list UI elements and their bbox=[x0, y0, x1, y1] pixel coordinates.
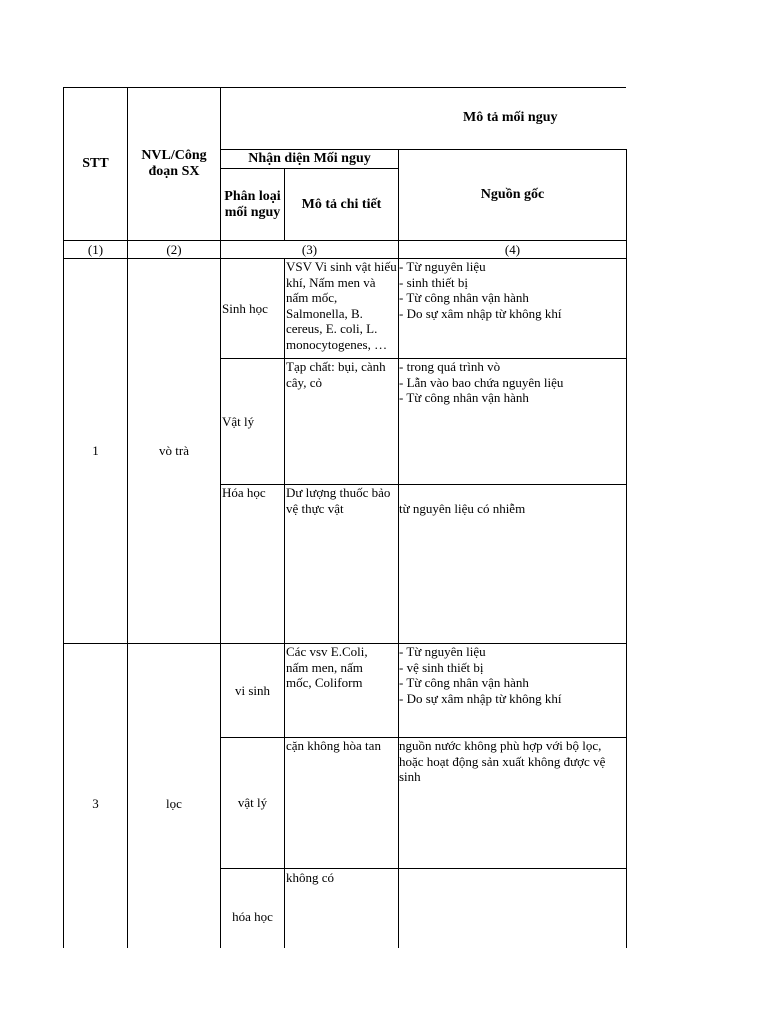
hazard-origin: - trong quá trình vò - Lẫn vào bao chứa nguyên liệu - Từ công nhân vận hành bbox=[399, 359, 564, 405]
hazard-type: Hóa học bbox=[222, 485, 266, 500]
hazard-type: vi sinh bbox=[234, 682, 271, 698]
header-nvl-cong-doan: NVL/Công đoạn SX bbox=[141, 148, 207, 179]
row-stt: 3 bbox=[92, 796, 99, 812]
hazard-type: hóa học bbox=[232, 908, 273, 924]
grid-line bbox=[626, 149, 627, 948]
header-nhan-dien: Nhận diện Mối nguy bbox=[248, 151, 371, 166]
numbering-col-3: (3) bbox=[301, 241, 318, 257]
header-mo-ta-chi-tiet: Mô tả chi tiết bbox=[301, 196, 382, 212]
hazard-detail: không có bbox=[286, 870, 335, 885]
header-mo-ta-moi-nguy: Mô tả mối nguy bbox=[463, 110, 558, 125]
hazard-detail: Dư lượng thuốc bảo vệ thực vật bbox=[286, 485, 391, 516]
hazard-type: Vật lý bbox=[222, 413, 255, 429]
row-step: lọc bbox=[166, 796, 182, 812]
numbering-col-4: (4) bbox=[504, 241, 521, 257]
hazard-origin: - Từ nguyên liệu - sinh thiết bị - Từ công nhân vận hành - Do sự xâm nhập từ không khí bbox=[399, 259, 562, 321]
hazard-type: Sinh học bbox=[222, 300, 268, 316]
numbering-col-2: (2) bbox=[166, 241, 182, 257]
row-step: vò trà bbox=[159, 443, 189, 459]
hazard-origin: nguồn nước không phù hợp với bộ lọc, hoặc hoạt động sản xuất không được vệ sinh bbox=[399, 738, 606, 784]
header-nguon-goc: Nguồn gốc bbox=[480, 187, 545, 203]
hazard-type: vật lý bbox=[237, 795, 268, 811]
header-phan-loai: Phân loại mối nguy bbox=[224, 188, 281, 220]
row-stt: 1 bbox=[92, 443, 99, 459]
hazard-detail: Tạp chất: bụi, cành cây, cỏ bbox=[286, 359, 386, 390]
hazard-origin: - Từ nguyên liệu - vệ sinh thiết bị - Từ công nhân vận hành - Do sự xâm nhập từ không khí bbox=[399, 644, 562, 706]
page-crop bbox=[0, 948, 768, 1024]
grid-line bbox=[284, 258, 285, 948]
hazard-detail: VSV Vi sinh vật hiếu khí, Nấm men và nấm mốc, Salmonella, B. cereus, E. coli, L. monocytogenes, … bbox=[286, 259, 397, 352]
hazard-detail: cặn không hòa tan bbox=[286, 738, 381, 753]
header-stt: STT bbox=[82, 156, 109, 172]
hazard-origin: từ nguyên liệu có nhiễm bbox=[399, 501, 526, 516]
numbering-col-1: (1) bbox=[87, 241, 104, 257]
hazard-origin bbox=[399, 870, 626, 948]
hazard-detail: Các vsv E.Coli, nấm men, nấm mốc, Coliform bbox=[286, 644, 368, 690]
